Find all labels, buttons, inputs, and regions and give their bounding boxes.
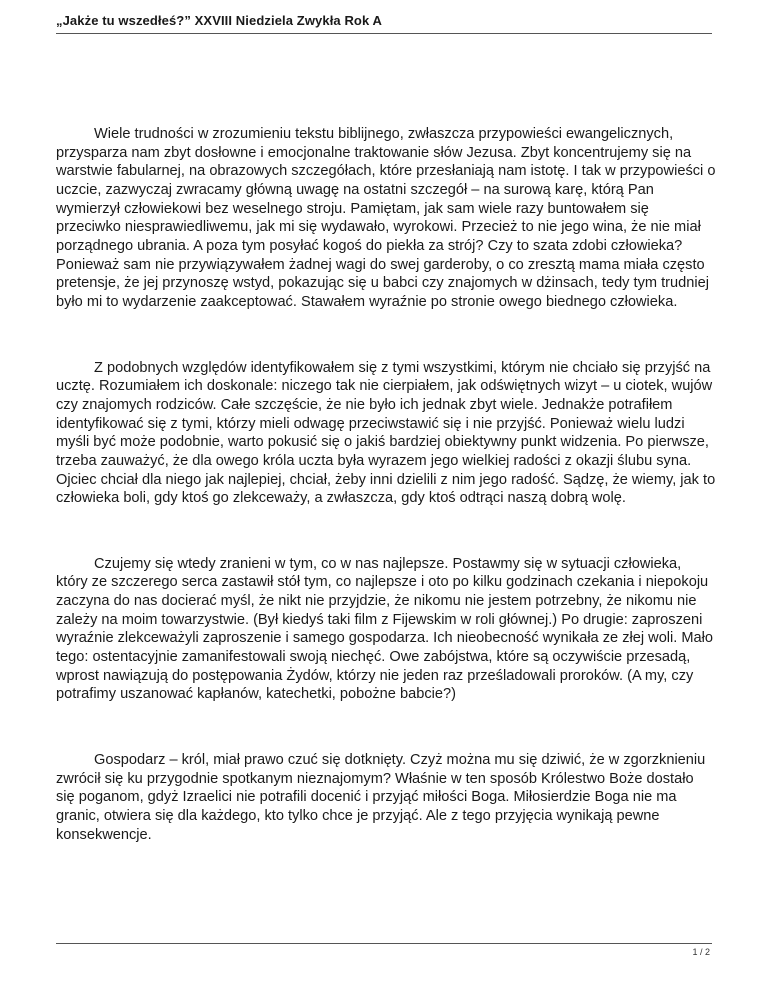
paragraph-1: Wiele trudności w zrozumieniu tekstu biblijnego, zwłaszcza przypowieści ewangelicznych, przysparza nam zbyt dosłowne i emocjonalne traktowanie słów Jezusa. Zbyt koncentrujemy się na warstwie fabularnej, na obrazowych szczegółach, które przesłaniają nam istotę. I tak w przypowieści o uczcie, zazwyczaj zwracamy główną uwagę na ostatni szczegół – na surową karę, którą Pan wymierzył człowiekowi bez weselnego stroju. Pamiętam, jak sam wiele razy buntowałem się przeciwko niesprawiedliwemu, jak mi się wydawało, wyrokowi. Przecież to nie jego wina, że nie miał porządnego ubrania. A poza tym posyłać kogoś do piekła za strój? Czy to szata zdobi człowieka? Ponieważ sam nie przywiązywałem żadnej wagi do swej garderoby, o co zresztą mama miała często pretensje, że jej przynoszę wstyd, pokazując się u babci czy znajomych w dżinsach, tedy tym trudniej było mi to wydarzenie zaakceptować. Stawałem wyraźnie po stronie owego biednego człowieka. <box>56 126 716 310</box>
document-title: „Jakże tu wszedłeś?” XXVIII Niedziela Zwykła Rok A <box>56 13 383 28</box>
footer-divider <box>56 943 712 944</box>
document-body <box>56 125 716 844</box>
paragraph-3: Czujemy się wtedy zranieni w tym, co w nas najlepsze. Postawmy się w sytuacji człowieka, który ze szczerego serca zastawił stół tym, co najlepsze i oto po kilku godzinach czekania i niepokoju zaczyna do nas docierać myśl, że nikt nie przyjdzie, że nikomu nie jestem potrzebny, że nikomu nie zależy na moim towarzystwie. (Był kiedyś taki film z Fijewskim w roli głównej.) Po drugie: zaproszeni wyraźnie zlekceważyli zaproszenie i samego gospodarza. Ich nieobecność wynikała ze złej woli. Mało tego: ostentacyjnie zamanifestowali swoją niechęć. Owe zabójstwa, które są oczywiście przesadą, wprost nawiązują do postępowania Żydów, którzy nie jeden raz prześladowali proroków. (A my, czy potrafimy uszanować kapłanów, katechetki, pobożne babcie?) <box>56 555 714 703</box>
header-divider <box>56 33 712 34</box>
page-number: 1 / 2 <box>692 947 710 957</box>
paragraph-2: Z podobnych względów identyfikowałem się z tymi wszystkimi, którym nie chciało się przyjść na ucztę. Rozumiałem ich doskonale: niczego tak nie cierpiałem, jak odświętnych wizyt – u ciotek, wujów czy znajomych rodziców. Całe szczęście, że nie było ich jednak zbyt wiele. Jednakże potrafiłem identyfikować się z tymi, którzy mieli odwagę przeciwstawić się i nie przyjść. Ponieważ wielu ludzi myśli być może podobnie, warto pokusić się o jakiś bardziej obiektywny punkt widzenia. Po pierwsze, trzeba zauważyć, że dla owego króla uczta była wyrazem jego wielkiej radości z okazji ślubu syna. Ojciec chciał dla niego jak najlepiej, chciał, żeby inni dzielili z nim jego radość. Sądzę, że wiemy, jak to człowieka boli, gdy ktoś go zlekceważy, a zwłaszcza, gdy ktoś odtrąci naszą dobrą wolę. <box>56 359 716 507</box>
paragraph-4: Gospodarz – król, miał prawo czuć się dotknięty. Czyż można mu się dziwić, że w zgorzknieniu zwrócił się ku przygodnie spotkanym nieznajomym? Właśnie w ten sposób Królestwo Boże dostało się poganom, gdyż Izraelici nie potrafili docenić i przyjąć miłości Boga. Miłosierdzie Boga nie ma granic, otwiera się dla każdego, kto tylko chce je przyjąć. Ale z tego przyjęcia wynikają pewne konsekwencje. <box>56 752 706 843</box>
